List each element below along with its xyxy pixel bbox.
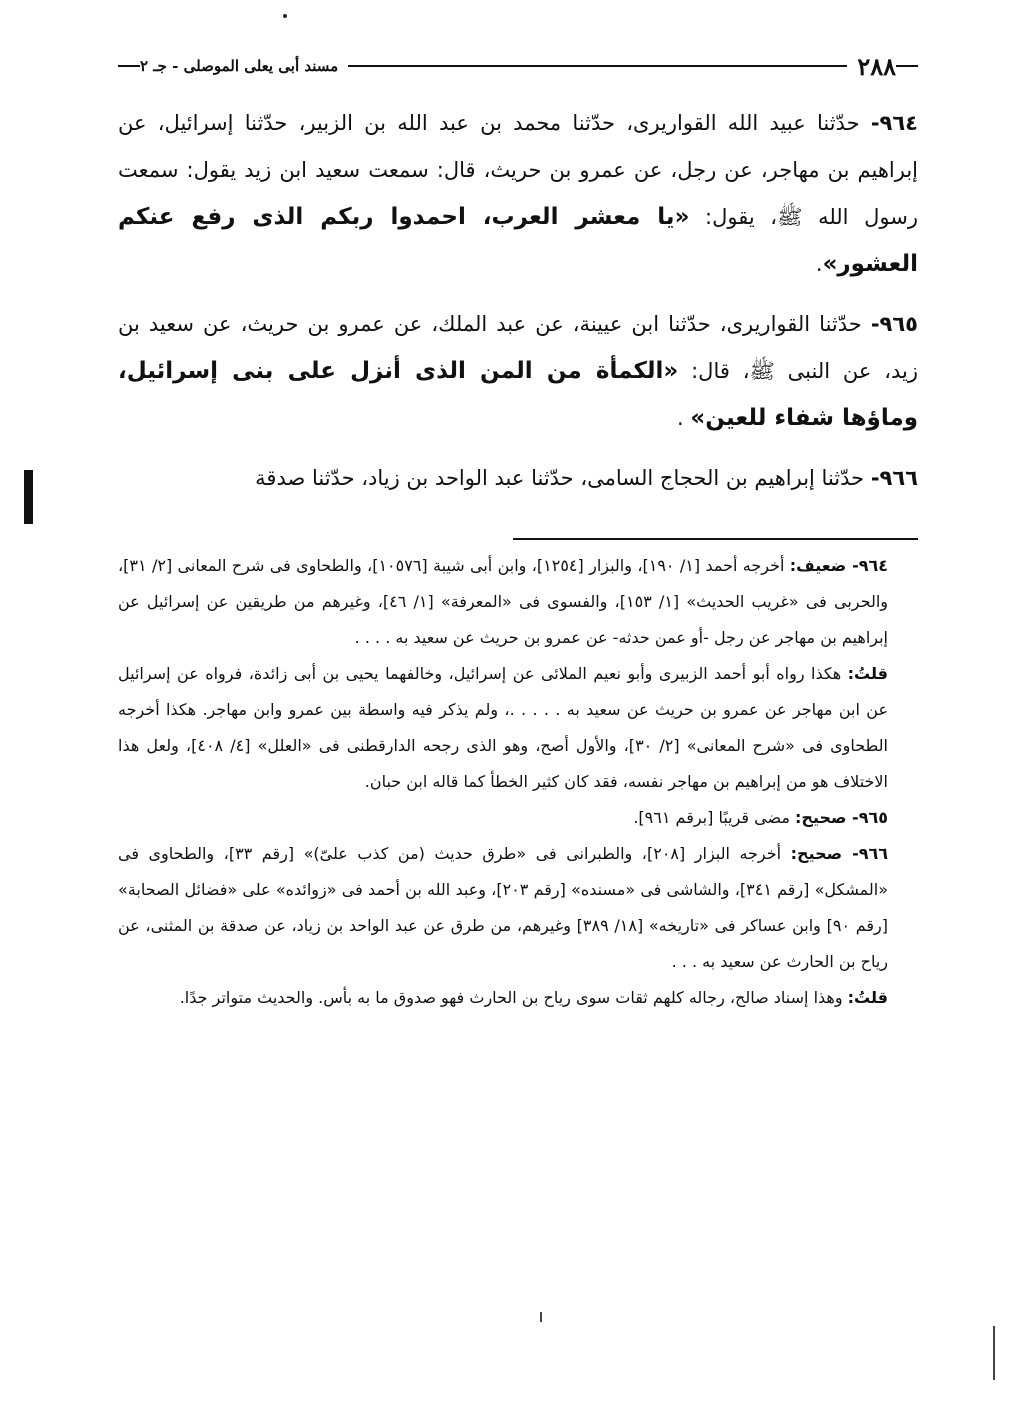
hadith-end: . <box>815 252 823 276</box>
footnotes <box>118 548 918 1016</box>
hadith-chain: حدّثنا القواريرى، حدّثنا ابن عيينة، عن عبد الملك، عن عمرو بن حريث، عن سعيد بن زيد، عن النبى ﷺ، قال: <box>118 312 918 383</box>
page-dot <box>283 14 287 18</box>
footnote-text: وهذا إسناد صالح، رجاله كلهم ثقات سوى رياح بن الحارث فهو صدوق ما به بأس. والحديث متواتر جدًا. <box>179 988 848 1007</box>
book-title: مسند أبى يعلى الموصلى - جـ ٢ <box>140 57 339 75</box>
page-number: ٢٨٨ <box>857 51 896 81</box>
footnote-separator <box>513 538 918 540</box>
hadith-number: ٩٦٦- <box>870 466 918 490</box>
footnote-label: ٩٦٥- صحيح: <box>795 808 888 827</box>
hadith-964 <box>118 100 918 288</box>
footnote-966 <box>118 836 918 980</box>
hadith-number: ٩٦٥- <box>870 312 918 336</box>
footnote-text: أخرجه أحمد [١/ ١٩٠]، والبزار [١٢٥٤]، وابن أبى شيبة [١٠٥٧٦]، والطحاوى فى شرح المعانى [٢/ ٣١]، والحربى فى «غريب الحديث» [١/ ١٥٣]، والفسوى فى «المعرفة» [١/ ٤٦]، وغيرهم من طريقين عن إسرائيل عن إبراهيم بن مهاجر عن رجل -أو عمن حدثه- عن عمرو بن حريث عن سعيد به . . . . <box>118 556 888 647</box>
footnote-966-comment <box>118 980 918 1016</box>
header-dash <box>896 65 918 67</box>
header-dash <box>118 65 140 67</box>
header-rule <box>348 65 847 67</box>
footnote-label: قلتُ: <box>847 664 888 683</box>
hadith-number: ٩٦٤- <box>870 111 918 135</box>
footnote-text: مضى قريبًا [برقم ٩٦١]. <box>633 808 796 827</box>
scan-margin-mark <box>24 470 33 524</box>
hadith-965 <box>118 301 918 442</box>
footnote-964 <box>118 548 918 656</box>
hadith-quote: «الكمأة من المن الذى أنزل على بنى إسرائيل، وماؤها شفاء للعين» <box>118 358 918 431</box>
hadith-chain: حدّثنا عبيد الله القواريرى، حدّثنا محمد بن عبد الله بن الزبير، حدّثنا إسرائيل، عن إبراهيم بن مهاجر، عن رجل، عن عمرو بن حريث، قال: سمعت سعيد ابن زيد يقول: سمعت رسول الله ﷺ، يقول: <box>118 111 918 229</box>
footnote-text: هكذا رواه أبو أحمد الزبيرى وأبو نعيم الملائى عن إسرائيل، وخالفهما يحيى بن أبى زائدة، فرواه عن إسرائيل عن ابن مهاجر عن عمرو بن حريث عن سعيد به . . . . .، ولم يذكر فيه واسطة بين عمرو وابن مهاجر. هكذا أخرجه الطحاوى فى «شرح المعانى» [٢/ ٣٠]، والأول أصح، وهو الذى رجحه الدارقطنى فى «العلل» [٤/ ٤٠٨]، ولعل هذا الاختلاف هو من إبراهيم بن مهاجر نفسه، فقد كان كثير الخطأ كما قاله ابن حبان. <box>118 664 888 791</box>
footnote-965 <box>118 800 918 836</box>
footnote-964-comment <box>118 656 918 800</box>
scan-mark <box>540 1312 542 1322</box>
footnote-label: قلتُ: <box>847 988 888 1007</box>
footnote-text: أخرجه البزار [٢٠٨]، والطبرانى فى «طرق حديث (من كذب علىّ)» [رقم ٣٣]، والطحاوى فى «المشكل» [رقم ٣٤١]، والشاشى فى «مسنده» [رقم ٢٠٣]، وعبد الله بن أحمد فى «زوائده» على «فضائل الصحابة» [رقم ٩٠] وابن عساكر فى «تاريخه» [١٨/ ٣٨٩] وغيرهم، من طرق عن عبد الواحد بن زياد، عن صدقة بن المثنى، عن رياح بن الحارث عن سعيد به . . . <box>118 844 888 971</box>
footnote-label: ٩٦٦- صحيح: <box>790 844 889 863</box>
hadith-chain: حدّثنا إبراهيم بن الحجاج السامى، حدّثنا عبد الواحد بن زياد، حدّثنا صدقة <box>255 466 865 490</box>
hadith-text-body <box>118 100 918 515</box>
scan-edge-mark <box>993 1326 995 1380</box>
running-header <box>118 48 918 84</box>
hadith-end: . <box>677 406 691 430</box>
footnote-label: ٩٦٤- ضعيف: <box>789 556 889 575</box>
hadith-966 <box>118 455 918 502</box>
hadith-quote: «يا معشر العرب، احمدوا ربكم الذى رفع عنكم العشور» <box>118 204 918 277</box>
